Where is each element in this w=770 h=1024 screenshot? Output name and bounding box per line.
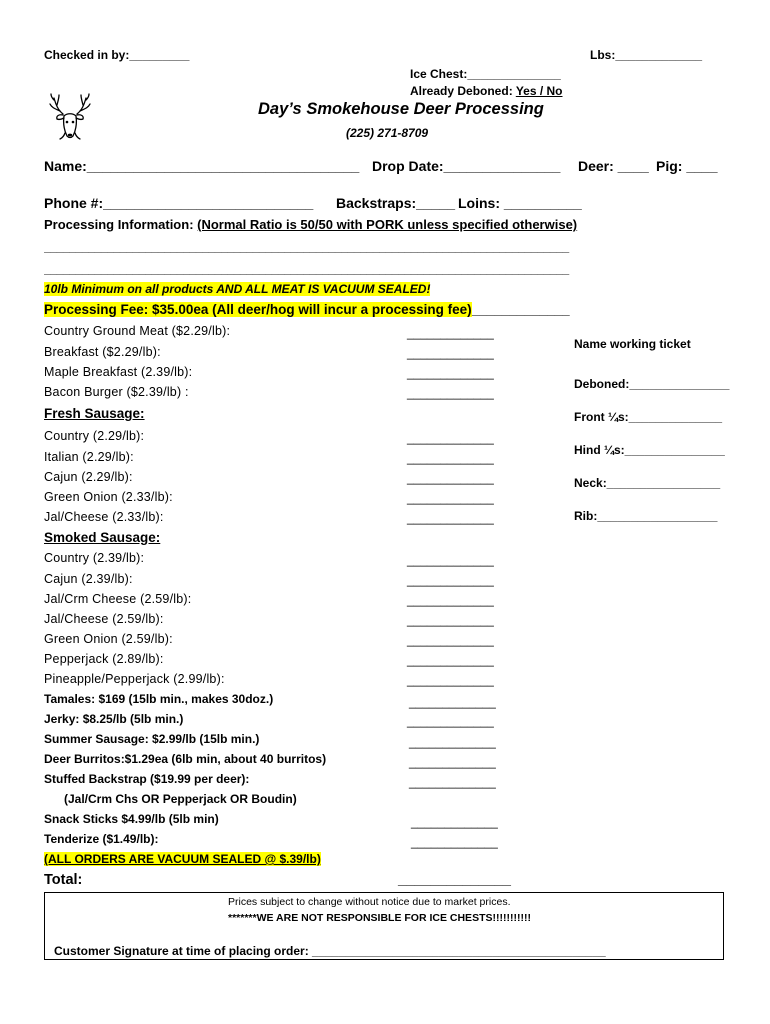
processing-info-heading xyxy=(44,217,577,232)
total-blank[interactable]: ______________ xyxy=(398,872,511,888)
backstraps-field[interactable]: Backstraps:_____ xyxy=(336,195,456,211)
customer-phone-field[interactable]: Phone #:___________________________ xyxy=(44,195,314,211)
item-tenderize: Tenderize ($1.49/lb): xyxy=(44,832,159,846)
front-quarters-field[interactable]: Front ¼s:______________ xyxy=(574,410,723,424)
customer-name-field[interactable]: Name:___________________________________ xyxy=(44,158,360,174)
loins-field[interactable]: Loins: __________ xyxy=(458,195,582,211)
pig-count-field[interactable]: Pig: ____ xyxy=(656,158,718,174)
ice-chest-disclaimer: *******WE ARE NOT RESPONSIBLE FOR ICE CHESTS!!!!!!!!!!! xyxy=(228,912,531,924)
item-smoked-country: Country (2.39/lb): xyxy=(44,551,145,565)
working-ticket-heading: Name working ticket xyxy=(574,337,691,351)
minimum-notice: 10lb Minimum on all products AND ALL MEAT IS VACUUM SEALED! xyxy=(44,282,431,296)
page-title: Day’s Smokehouse Deer Processing xyxy=(258,100,544,118)
amount-blank-summer-sausage[interactable]: _____________ xyxy=(409,735,496,749)
already-deboned-label: Already Deboned: xyxy=(410,84,516,98)
drop-date-field[interactable]: Drop Date:_______________ xyxy=(372,158,561,174)
item-stuffed-backstrap: Stuffed Backstrap ($19.99 per deer): xyxy=(44,772,250,786)
item-smoked-pineapple-pepperjack: Pineapple/Pepperjack (2.99/lb): xyxy=(44,672,225,686)
item-fresh-green-onion: Green Onion (2.33/lb): xyxy=(44,490,173,504)
rib-field[interactable]: Rib:__________________ xyxy=(574,509,718,523)
item-fresh-country: Country (2.29/lb): xyxy=(44,429,145,443)
processing-notes-line-1[interactable]: ___________________________________________________________________________________ xyxy=(44,240,569,254)
business-phone: (225) 271-8709 xyxy=(346,126,429,140)
deer-head-logo-icon xyxy=(48,92,92,140)
already-deboned-options[interactable]: Yes / No xyxy=(515,84,563,98)
item-summer-sausage: Summer Sausage: $2.99/lb (15lb min.) xyxy=(44,732,260,746)
amount-blank-smoked-jal-crm-cheese[interactable]: _____________ xyxy=(407,593,494,607)
fresh-sausage-heading: Fresh Sausage: xyxy=(44,406,145,421)
item-bacon-burger: Bacon Burger ($2.39/lb) : xyxy=(44,385,189,399)
amount-blank-stuffed-backstrap[interactable]: _____________ xyxy=(409,775,496,789)
item-fresh-italian: Italian (2.29/lb): xyxy=(44,450,134,464)
amount-blank-smoked-jal-cheese[interactable]: _____________ xyxy=(407,613,494,627)
amount-blank-smoked-pepperjack[interactable]: _____________ xyxy=(407,653,494,667)
item-stuffed-backstrap-options: (Jal/Crm Chs OR Pepperjack OR Boudin) xyxy=(64,792,297,806)
deboned-field[interactable]: Deboned:_______________ xyxy=(574,377,730,391)
amount-blank-smoked-green-onion[interactable]: _____________ xyxy=(407,633,494,647)
customer-signature-field[interactable]: Customer Signature at time of placing order: ____________________________________________ xyxy=(54,944,606,958)
amount-blank-bacon-burger[interactable]: _____________ xyxy=(407,386,494,400)
amount-blank-snack-sticks[interactable]: _____________ xyxy=(411,815,498,829)
amount-blank-country-ground-meat[interactable]: _____________ xyxy=(407,326,494,340)
prices-notice: Prices subject to change without notice due to market prices. xyxy=(228,896,511,908)
amount-blank-fresh-jal-cheese[interactable]: _____________ xyxy=(407,511,494,525)
deer-count-field[interactable]: Deer: ____ xyxy=(578,158,649,174)
item-snack-sticks: Snack Sticks $4.99/lb (5lb min) xyxy=(44,812,219,826)
amount-blank-fresh-country[interactable]: _____________ xyxy=(407,431,494,445)
amount-blank-smoked-cajun[interactable]: _____________ xyxy=(407,573,494,587)
item-smoked-cajun: Cajun (2.39/lb): xyxy=(44,572,133,586)
amount-blank-fresh-green-onion[interactable]: _____________ xyxy=(407,491,494,505)
processing-notes-line-2[interactable]: ___________________________________________________________________________________ xyxy=(44,262,569,276)
amount-blank-breakfast[interactable]: _____________ xyxy=(407,346,494,360)
lbs-field[interactable]: Lbs:_____________ xyxy=(590,48,703,62)
item-country-ground-meat: Country Ground Meat ($2.29/lb): xyxy=(44,324,231,338)
processing-info-label: Processing Information: xyxy=(44,217,198,232)
amount-blank-maple-breakfast[interactable]: _____________ xyxy=(407,366,494,380)
item-fresh-jal-cheese: Jal/Cheese (2.33/lb): xyxy=(44,510,164,524)
amount-blank-jerky[interactable]: _____________ xyxy=(407,714,494,728)
item-deer-burritos: Deer Burritos:$1.29ea (6lb min, about 40 burritos) xyxy=(44,752,327,766)
item-smoked-pepperjack: Pepperjack (2.89/lb): xyxy=(44,652,164,666)
item-fresh-cajun: Cajun (2.29/lb): xyxy=(44,470,133,484)
amount-blank-deer-burritos[interactable]: _____________ xyxy=(409,755,496,769)
smoked-sausage-heading: Smoked Sausage: xyxy=(44,530,161,545)
amount-blank-smoked-country[interactable]: _____________ xyxy=(407,553,494,567)
processing-fee-blank[interactable]: _____________ xyxy=(472,302,570,317)
processing-ratio-note: (Normal Ratio is 50/50 with PORK unless specified otherwise) xyxy=(197,217,578,232)
item-smoked-green-onion: Green Onion (2.59/lb): xyxy=(44,632,173,646)
total-label: Total: xyxy=(44,872,83,888)
item-smoked-jal-cheese: Jal/Cheese (2.59/lb): xyxy=(44,612,164,626)
already-deboned-field[interactable] xyxy=(410,84,563,98)
item-maple-breakfast: Maple Breakfast (2.39/lb): xyxy=(44,365,193,379)
hind-quarters-field[interactable]: Hind ¼s:_______________ xyxy=(574,443,725,457)
neck-field[interactable]: Neck:_________________ xyxy=(574,476,721,490)
processing-fee-notice: Processing Fee: $35.00ea (All deer/hog will incur a processing fee) xyxy=(44,302,472,317)
item-tamales: Tamales: $169 (15lb min., makes 30doz.) xyxy=(44,692,274,706)
amount-blank-tenderize[interactable]: _____________ xyxy=(411,835,498,849)
item-smoked-jal-crm-cheese: Jal/Crm Cheese (2.59/lb): xyxy=(44,592,192,606)
item-jerky: Jerky: $8.25/lb (5lb min.) xyxy=(44,712,184,726)
amount-blank-fresh-cajun[interactable]: _____________ xyxy=(407,471,494,485)
checked-in-by-field[interactable]: Checked in by:_________ xyxy=(44,48,190,62)
item-breakfast: Breakfast ($2.29/lb): xyxy=(44,345,161,359)
ice-chest-field[interactable]: Ice Chest:______________ xyxy=(410,67,561,81)
vacuum-sealed-notice: (ALL ORDERS ARE VACUUM SEALED @ $.39/lb) xyxy=(44,852,321,866)
amount-blank-smoked-pineapple-pepperjack[interactable]: _____________ xyxy=(407,673,494,687)
amount-blank-tamales[interactable]: _____________ xyxy=(409,695,496,709)
amount-blank-fresh-italian[interactable]: _____________ xyxy=(407,451,494,465)
